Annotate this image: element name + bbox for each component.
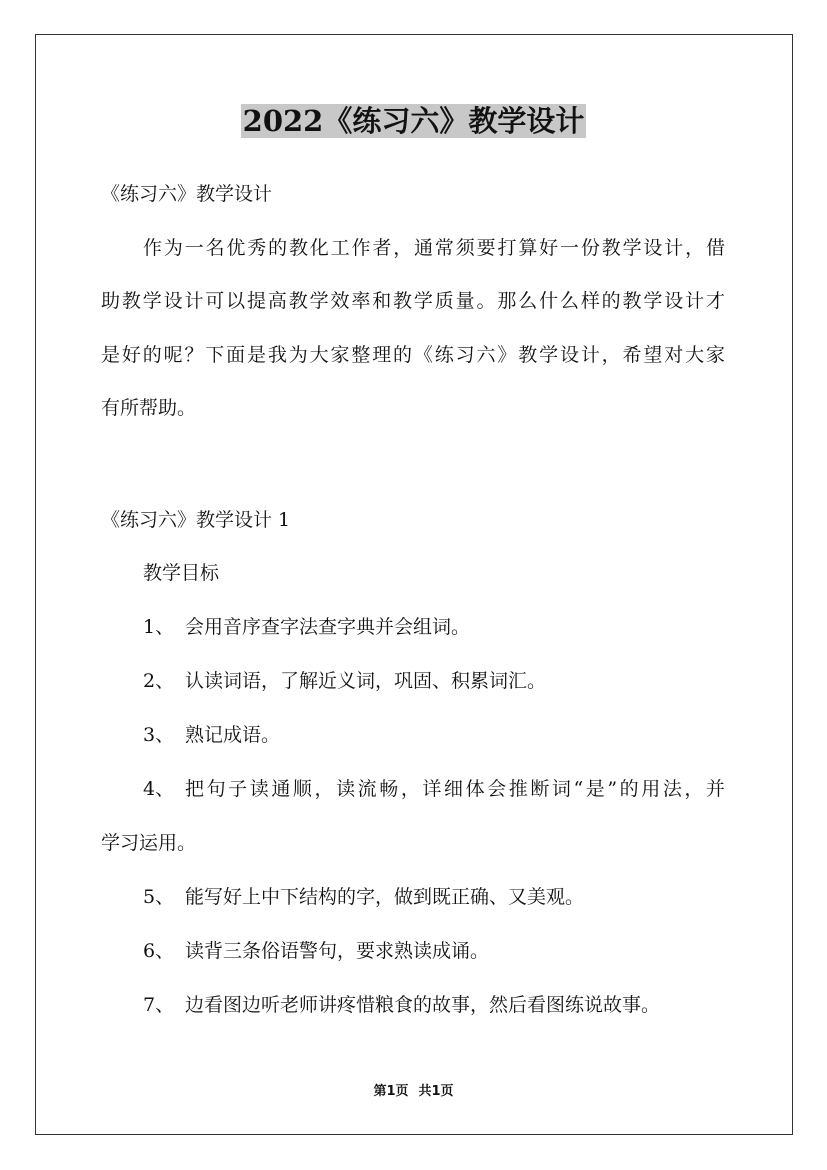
section-heading: 《练习六》教学设计 1 xyxy=(101,509,291,531)
goals-heading: 教学目标 xyxy=(143,562,220,584)
goal-number: 1、 xyxy=(143,616,175,638)
goal-text: 把句子读通顺，读流畅，详细体会推断词“是”的用法，并 xyxy=(185,778,725,800)
intro-line-1: 作为一名优秀的教化工作者，通常须要打算好一份教学设计，借 xyxy=(143,237,725,259)
goal-text: 读背三条俗语警句，要求熟读成诵。 xyxy=(185,940,490,962)
page-total: 共1页 xyxy=(418,1084,454,1099)
goal-number: 5、 xyxy=(143,886,175,908)
goal-number: 2、 xyxy=(143,670,175,692)
goal-number: 7、 xyxy=(143,994,175,1016)
document-subtitle: 《练习六》教学设计 xyxy=(101,183,273,205)
goal-item-3 xyxy=(143,722,280,748)
goal-number: 6、 xyxy=(143,940,175,962)
page-footer xyxy=(0,1083,827,1101)
goal-text: 认读词语，了解近义词，巩固、积累词汇。 xyxy=(185,670,547,692)
goal-number: 4、 xyxy=(143,778,175,800)
goal-text: 边看图边听老师讲疼惜粮食的故事，然后看图练说故事。 xyxy=(185,994,661,1016)
goal-text: 会用音序查字法查字典并会组词。 xyxy=(185,616,471,638)
goal-item-2 xyxy=(143,668,546,694)
document-title-text: 2022《练习六》教学设计 xyxy=(242,104,585,138)
intro-line-4: 有所帮助。 xyxy=(101,397,197,419)
goal-item-4 xyxy=(143,776,725,802)
goal-item-4-continued: 学习运用。 xyxy=(101,832,197,854)
intro-line-3: 是好的呢？下面是我为大家整理的《练习六》教学设计，希望对大家 xyxy=(101,344,725,366)
goal-item-6 xyxy=(143,938,489,964)
goal-item-7 xyxy=(143,992,660,1018)
intro-line-2: 助教学设计可以提高教学效率和教学质量。那么什么样的教学设计才 xyxy=(101,290,725,312)
goal-item-1 xyxy=(143,614,470,640)
goal-text: 熟记成语。 xyxy=(185,724,281,746)
goal-number: 3、 xyxy=(143,724,175,746)
page-number: 第1页 xyxy=(373,1084,409,1099)
document-title xyxy=(0,101,827,141)
goal-item-5 xyxy=(143,884,584,910)
goal-text: 能写好上中下结构的字，做到既正确、又美观。 xyxy=(185,886,585,908)
